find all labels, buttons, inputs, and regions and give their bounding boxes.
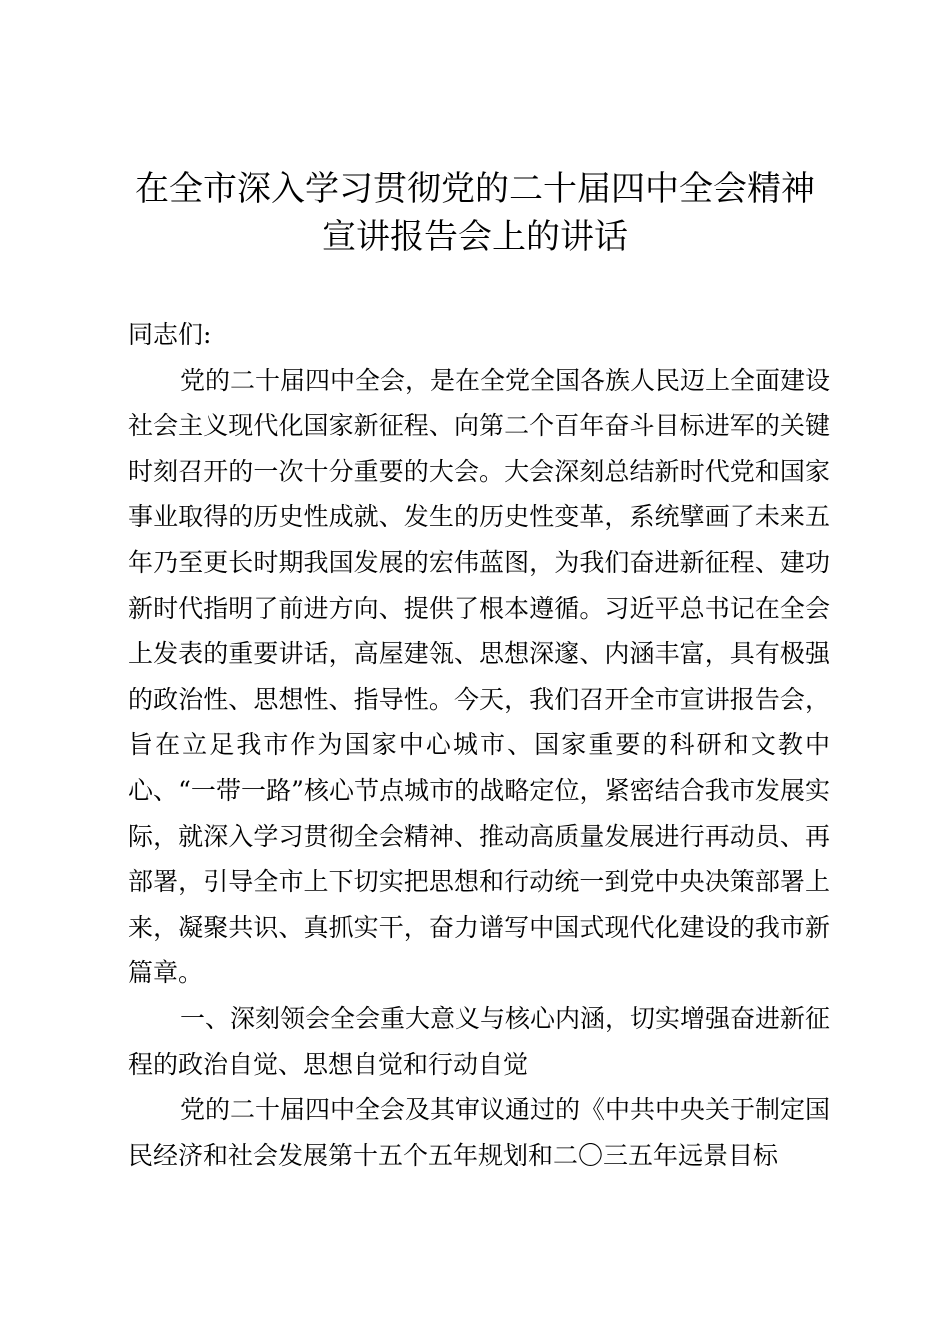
title-line-2: 宣讲报告会上的讲话 <box>322 217 628 257</box>
salutation: 同志们: <box>128 320 212 349</box>
paragraph-intro: 党的二十届四中全会，是在全党全国各族人民迈上全面建设社会主义现代化国家新征程、向第二个百年奋斗目标进军的关键时刻召开的一次十分重要的大会。大会深刻总结新时代党和国家事业取得的历史性成就、发生的历史性变革，系统擘画了未来五年乃至更长时期我国发展的宏伟蓝图，为我们奋进新征程、建功新时代指明了前进方向、提供了根本遵循。习近平总书记在全会上发表的重要讲话，高屋建瓴、思想深邃、内涵丰富，具有极强的政治性、思想性、指导性。今天，我们召开全市宣讲报告会，旨在立足我市作为国家中心城市、国家重要的科研和文教中心、“一带一路”核心节点城市的战略定位，紧密结合我市发展实际，就深入学习贯彻全会精神、推动高质量发展进行再动员、再部署，引导全市上下切实把思想和行动统一到党中央决策部署上来，凝聚共识、真抓实干，奋力谱写中国式现代化建设的我市新篇章。 <box>128 365 831 988</box>
title-line-1: 在全市深入学习贯彻党的二十届四中全会精神 <box>135 169 815 209</box>
section-heading-1: 一、深刻领会全会重大意义与核心内涵，切实增强奋进新征程的政治自觉、思想自觉和行动自觉 <box>128 1003 831 1079</box>
document-body <box>128 312 830 1178</box>
paragraph-section-1: 党的二十届四中全会及其审议通过的《中共中央关于制定国民经济和社会发展第十五个五年规划和二〇三五年远景目标 <box>128 1095 831 1170</box>
document-title <box>100 165 850 261</box>
